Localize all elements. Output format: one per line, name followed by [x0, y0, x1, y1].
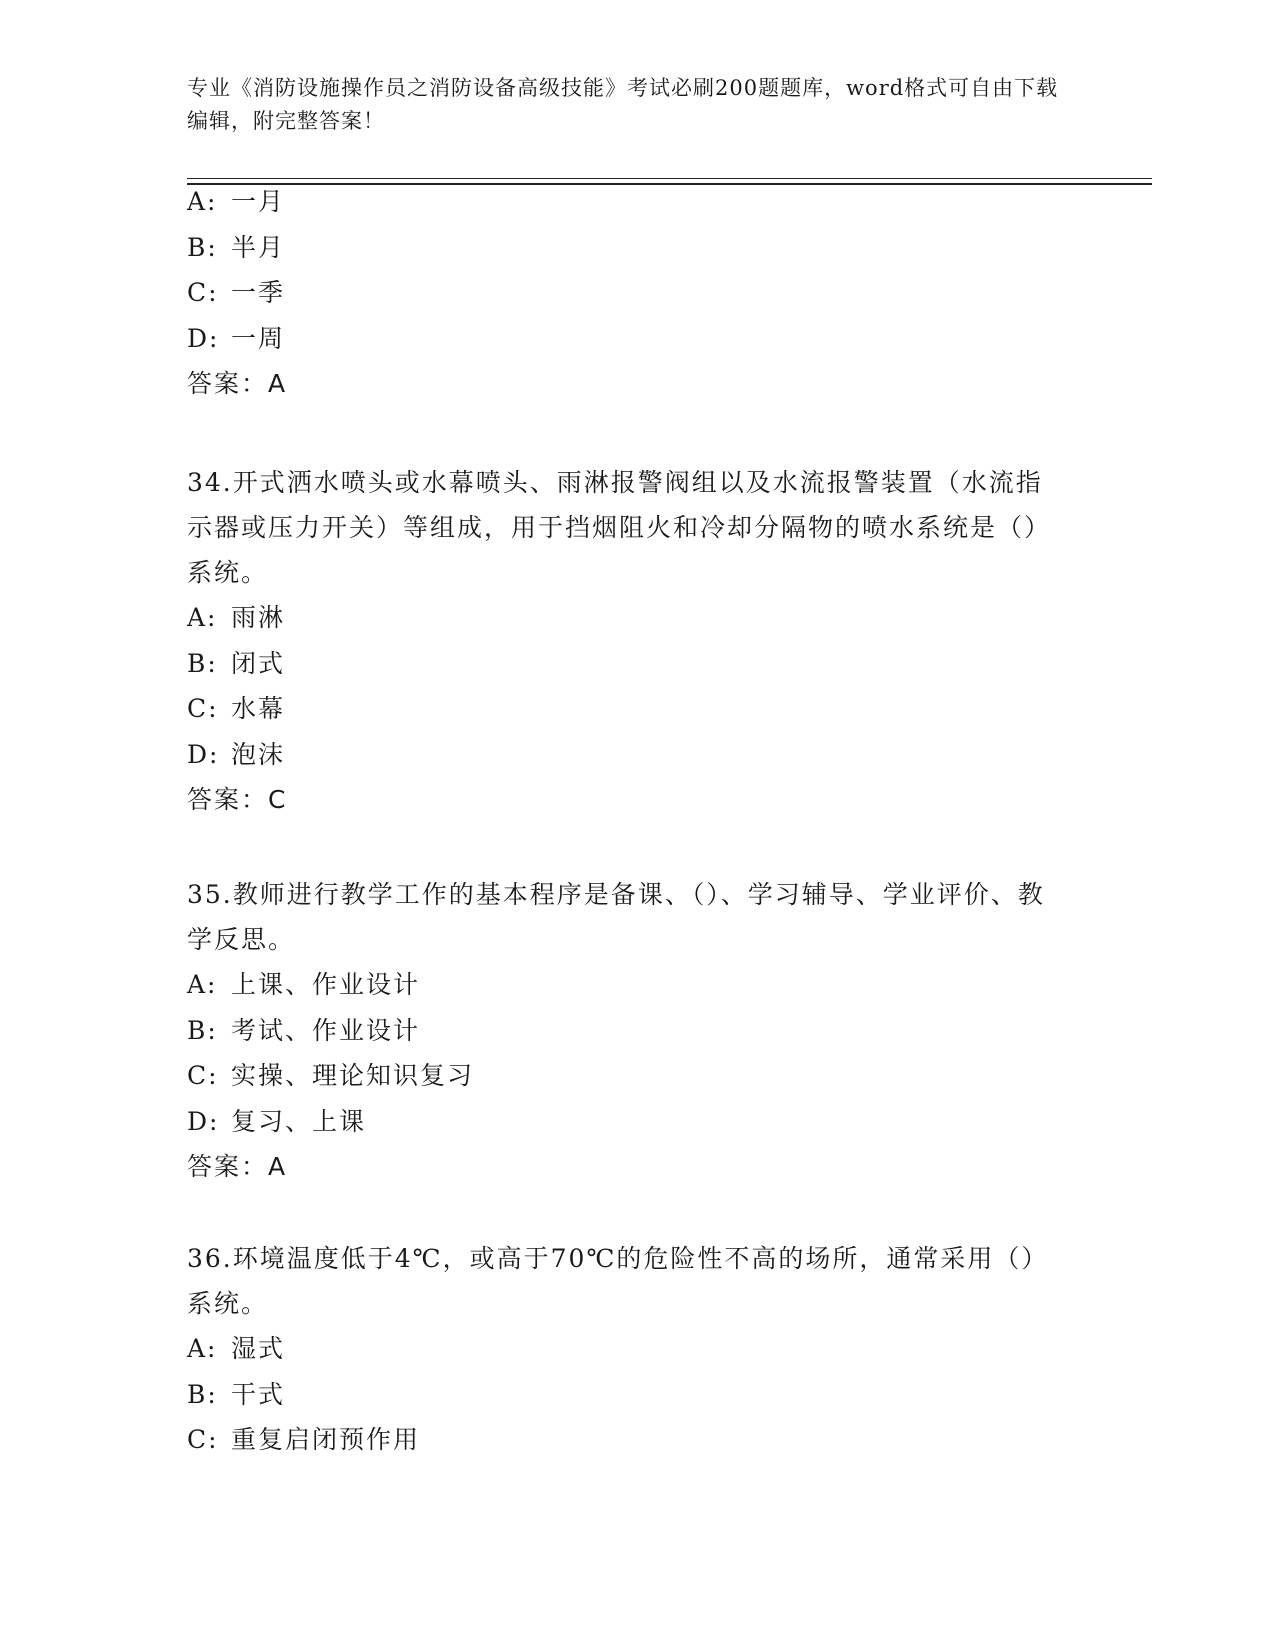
- question-text: 36.环境温度低于4℃，或高于70℃的危险性不高的场所，通常采用（）系统。: [187, 1244, 1049, 1318]
- option-b: B: 闭式: [187, 648, 286, 678]
- question-block-33: [187, 179, 1067, 407]
- question-text: 34.开式洒水喷头或水幕喷头、雨淋报警阀组以及水流报警装置（水流指示器或压力开关）等组成，用于挡烟阻火和冷却分隔物的喷水系统是（）系统。: [187, 468, 1052, 587]
- question-block-36: [187, 1236, 1067, 1463]
- option-d: D: 一周: [187, 323, 286, 353]
- option-b: B: 干式: [187, 1379, 286, 1409]
- options-list: [187, 1326, 1067, 1463]
- option-a: A: 湿式: [187, 1334, 286, 1363]
- option-d: D: 复习、上课: [187, 1106, 367, 1136]
- option-a: A: 上课、作业设计: [187, 970, 421, 999]
- option-c: C: 一季: [187, 278, 286, 307]
- option-a: A: 一月: [187, 187, 286, 216]
- option-c: C: 重复启闭预作用: [187, 1425, 421, 1454]
- question-text: 35.教师进行教学工作的基本程序是备课、（）、学习辅导、学业评价、教学反思。: [187, 880, 1045, 954]
- options-list: [187, 962, 1067, 1144]
- answer-line: 答案：A: [187, 1152, 288, 1181]
- document-header: 专业《消防设施操作员之消防设备高级技能》考试必刷200题题库，word格式可自由下载编辑，附完整答案！: [187, 76, 1059, 133]
- option-a: A: 雨淋: [187, 603, 286, 632]
- option-d: D: 泡沫: [187, 739, 286, 769]
- option-b: B: 半月: [187, 232, 286, 262]
- options-list: [187, 179, 1067, 361]
- answer-line: 答案：C: [187, 785, 288, 814]
- option-c: C: 实操、理论知识复习: [187, 1061, 475, 1090]
- option-b: B: 考试、作业设计: [187, 1015, 421, 1045]
- option-c: C: 水幕: [187, 694, 286, 723]
- question-block-35: [187, 872, 1067, 1190]
- options-list: [187, 595, 1067, 777]
- question-block-34: [187, 460, 1067, 823]
- answer-line: 答案：A: [187, 369, 288, 398]
